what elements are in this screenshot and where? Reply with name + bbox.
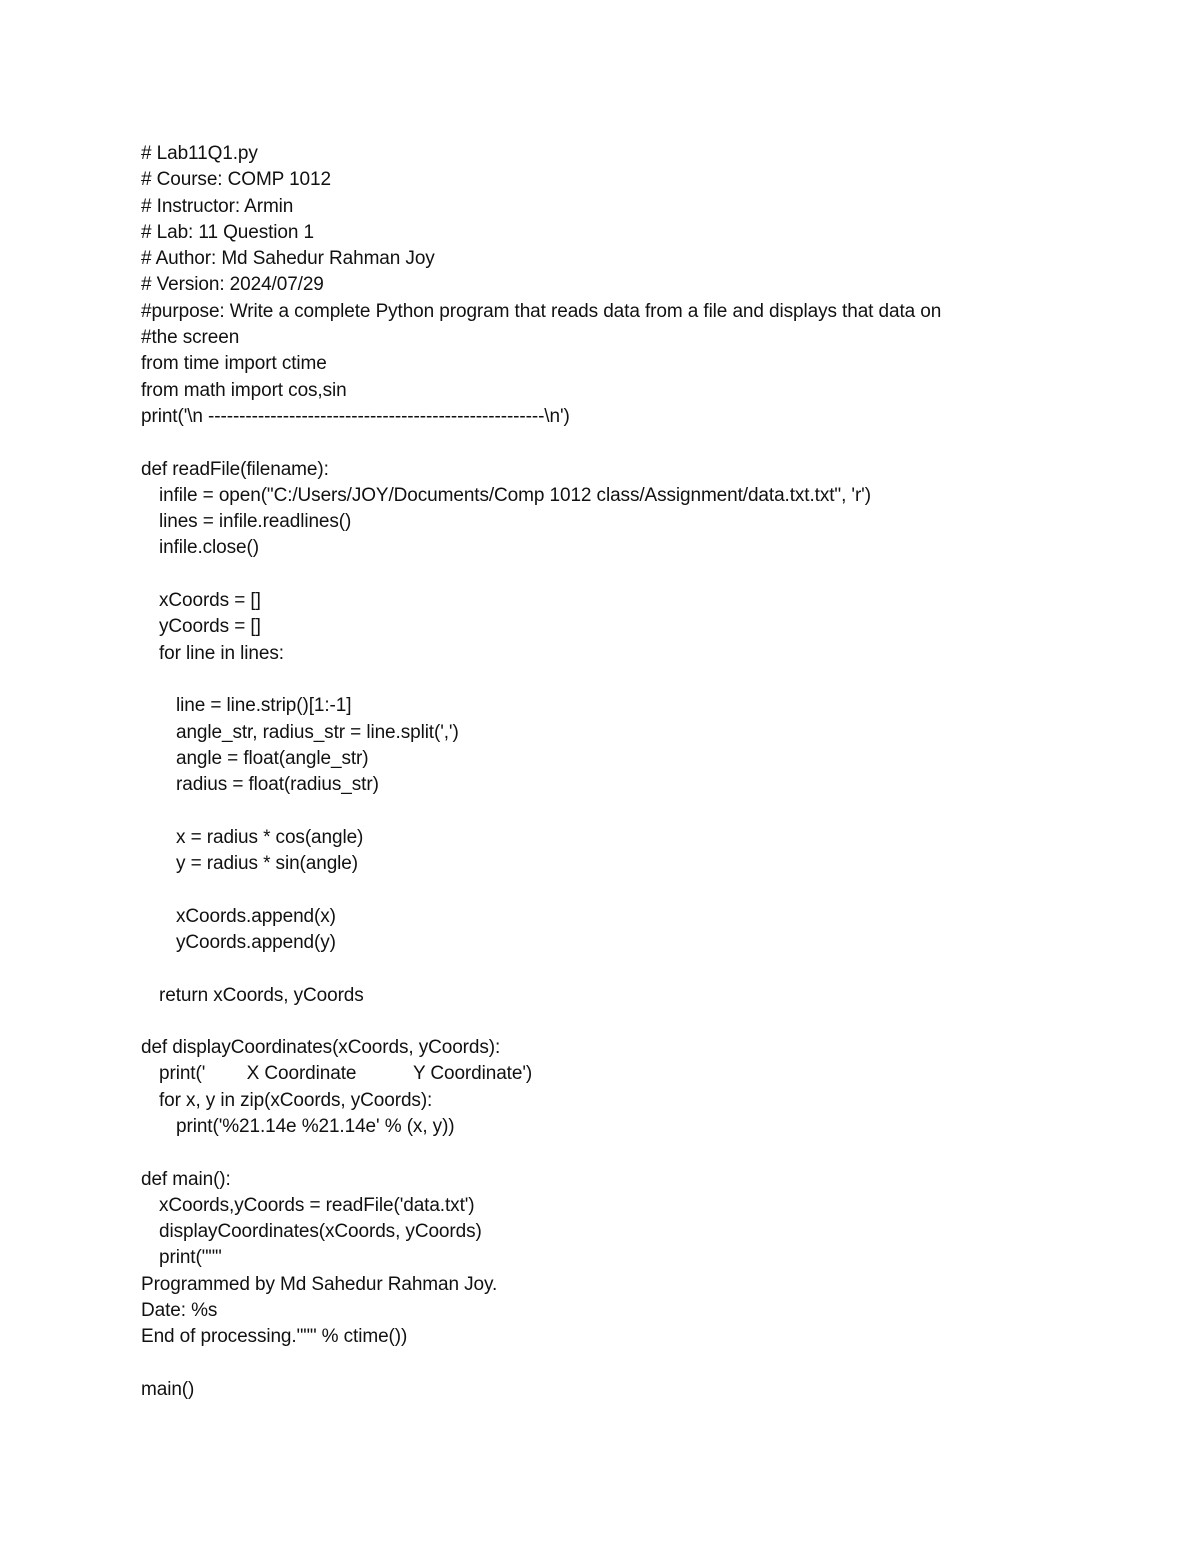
blank-line <box>141 877 1141 903</box>
code-line: infile.close() <box>159 537 259 559</box>
code-line: #the screen <box>141 327 240 349</box>
code-line: return xCoords, yCoords <box>159 984 364 1006</box>
code-line: line = line.strip()[1:-1] <box>176 695 352 717</box>
code-line: # Instructor: Armin <box>141 195 294 217</box>
code-line: from time import ctime <box>141 353 327 375</box>
code-line: x = radius * cos(angle) <box>176 826 364 848</box>
blank-line <box>141 798 1141 824</box>
code-line: xCoords = [] <box>159 590 261 612</box>
code-line: def readFile(filename): <box>141 458 329 480</box>
code-line: # Course: COMP 1012 <box>141 169 331 191</box>
code-line: yCoords = [] <box>159 616 261 638</box>
code-line: def main(): <box>141 1168 231 1190</box>
code-line: Date: %s <box>141 1300 218 1322</box>
blank-line <box>141 1351 1141 1377</box>
code-line: print('\n ------------------------------------------------------\n') <box>141 405 570 427</box>
code-listing <box>141 141 1141 1403</box>
blank-line <box>141 1009 1141 1035</box>
code-line: End of processing.""" % ctime()) <box>141 1326 408 1348</box>
code-line: xCoords,yCoords = readFile('data.txt') <box>159 1194 475 1216</box>
blank-line <box>141 1140 1141 1166</box>
code-line: print(' X Coordinate Y Coordinate') <box>159 1063 533 1085</box>
code-line: print(""" <box>159 1247 222 1269</box>
code-line: for x, y in zip(xCoords, yCoords): <box>159 1089 433 1111</box>
blank-line <box>141 562 1141 588</box>
blank-line <box>141 667 1141 693</box>
code-line: def displayCoordinates(xCoords, yCoords): <box>141 1037 501 1059</box>
code-line: # Version: 2024/07/29 <box>141 274 324 296</box>
code-line: yCoords.append(y) <box>176 931 336 953</box>
code-line: # Author: Md Sahedur Rahman Joy <box>141 248 435 270</box>
code-line: Programmed by Md Sahedur Rahman Joy. <box>141 1273 498 1295</box>
code-line: print('%21.14e %21.14e' % (x, y)) <box>176 1115 455 1137</box>
code-line: angle = float(angle_str) <box>176 747 369 769</box>
code-line: #purpose: Write a complete Python program that reads data from a file and displays that data on <box>141 300 942 322</box>
code-line: lines = infile.readlines() <box>159 511 352 533</box>
code-line: # Lab: 11 Question 1 <box>141 221 314 243</box>
code-line: displayCoordinates(xCoords, yCoords) <box>159 1221 482 1243</box>
blank-line <box>141 956 1141 982</box>
code-line: from math import cos,sin <box>141 379 347 401</box>
code-line: angle_str, radius_str = line.split(',') <box>176 721 459 743</box>
code-line: infile = open("C:/Users/JOY/Documents/Comp 1012 class/Assignment/data.txt.txt", 'r') <box>159 484 871 506</box>
code-line: main() <box>141 1378 195 1400</box>
code-line: xCoords.append(x) <box>176 905 336 927</box>
code-line: for line in lines: <box>159 642 284 664</box>
code-line: # Lab11Q1.py <box>141 143 258 164</box>
code-line: radius = float(radius_str) <box>176 774 379 796</box>
code-line: y = radius * sin(angle) <box>176 853 358 875</box>
blank-line <box>141 430 1141 456</box>
